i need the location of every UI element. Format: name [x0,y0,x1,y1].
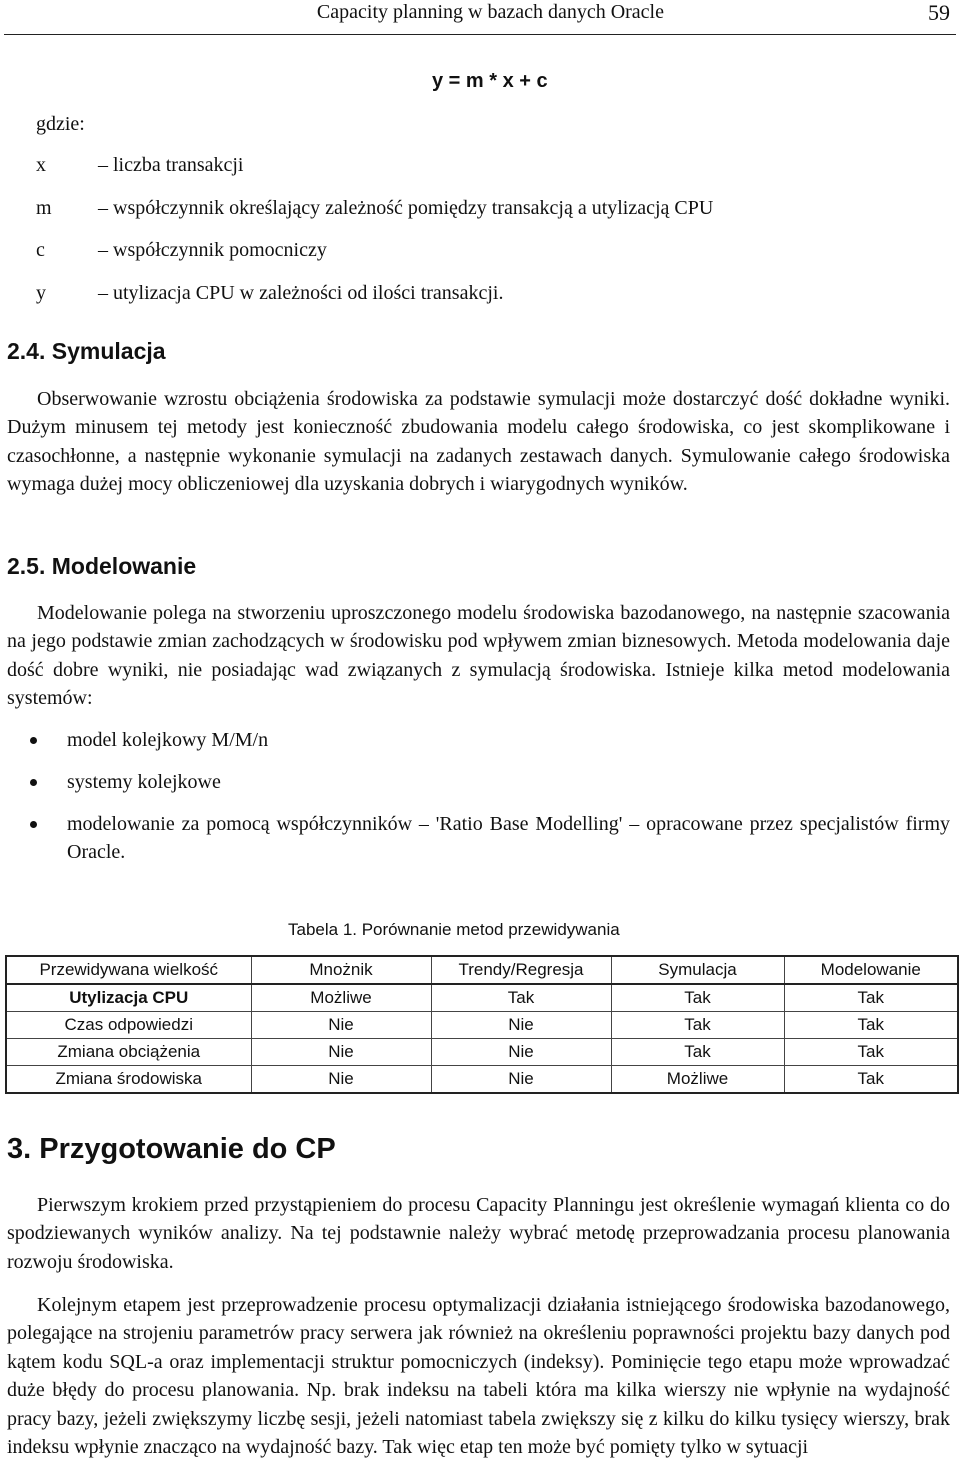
list-item-text: systemy kolejkowe [67,771,221,793]
table-row [6,1012,958,1039]
section-heading-simulation: 2.4. Symulacja [7,338,166,364]
definition-item [36,239,936,282]
definition-variable: y [36,281,46,304]
definition-item [36,154,936,197]
table-cell: Nie [251,1039,431,1066]
list-item-text: model kolejkowy M/M/n [67,729,269,751]
table-cell: Tak [611,1039,784,1066]
table-cell: Nie [431,1039,611,1066]
table-cell: Czas odpowiedzi [6,1012,251,1039]
definition-text: – liczba transakcji [98,154,244,176]
list-item [30,768,950,810]
modeling-paragraph-text: Modelowanie polega na stworzeniu uproszczonego modelu środowiska bazodanowego, na następnie szacowania na jego podstawie zmian zachodzących w środowisku pod wpływem zmian biznesowych. Metoda modelowania daje dość dobre wyniki, nie posiadając wad związanych z symulacją środowiska. Istnieje kilka metod modelowania systemów: [7,602,950,710]
list-item-text: modelowanie za pomocą współczynników – 'Ratio Base Modelling' – opracowane przez specjalistów firmy Oracle. [67,813,950,864]
column-header: Symulacja [611,956,784,984]
where-label: gdzie: [36,113,85,135]
definition-variable: m [36,196,52,219]
cp-paragraph-2 [7,1291,950,1461]
list-item [30,810,950,867]
table-caption: Tabela 1. Porównanie metod przewidywania [288,920,620,939]
definition-list [36,154,936,324]
simulation-paragraph-text: Obserwowanie wzrostu obciążenia środowiska za podstawie symulacji może dostarczyć dość dokładne wyniki. Dużym minusem tej metody jest konieczność zbudowania modelu całego środowiska, co jest skomplikowane i czasochłonne, a następnie wykonanie symulacji na zadanych zestawach danych. Symulowanie całego środowiska wymaga dużej mocy obliczeniowej dla uzyskania dobrych i wiarygodnych wyników. [7,388,950,496]
table-cell: Tak [784,1012,958,1039]
definition-text: – współczynnik określający zależność pomiędzy transakcją a utylizacją CPU [98,196,714,219]
column-header: Przewidywana wielkość [6,956,251,984]
cp-paragraph-2-text: Kolejnym etapem jest przeprowadzenie procesu optymalizacji działania istniejącego środowiska bazodanowego, polegające na strojeniu parametrów pracy serwera jak również na określeniu poprawności projektu bazy danych pod kątem kodu SQL-a oraz implementacji struktur pomocniczych (indeksy). Pominięcie tego etapu może wprowadzać duże błędy do procesu planowania. Np. brak indeksu na tabeli która ma kilka wierszy nie wpłynie na wydajność pracy bazy, jeżeli zwiększymy liczbę sesji, jeżeli natomiast tabela zwiększy się z kilku do kilku tysięcy wierszy, brak indeksu wpłynie znacząco na wydajność bazy. Tak więc etap ten może być pomięty tylko w sytuacji [7,1294,950,1459]
table-row [6,1039,958,1066]
definition-item [36,197,936,240]
table-cell: Nie [431,1066,611,1094]
list-item [30,726,950,768]
comparison-table [5,955,959,1094]
bullet-icon [30,821,37,828]
column-header: Trendy/Regresja [431,956,611,984]
table-cell: Zmiana obciążenia [6,1039,251,1066]
definition-item [36,282,936,325]
table-cell: Tak [784,1039,958,1066]
table-cell: Możliwe [251,984,431,1012]
bullet-icon [30,737,37,744]
table-cell: Tak [784,984,958,1012]
table-cell: Tak [611,1012,784,1039]
section-heading-cp: 3. Przygotowanie do CP [7,1133,336,1165]
table-cell: Nie [431,1012,611,1039]
section-heading-modeling: 2.5. Modelowanie [7,553,197,579]
table-cell: Możliwe [611,1066,784,1094]
table-cell: Tak [611,984,784,1012]
running-title: Capacity planning w bazach danych Oracle [316,1,664,23]
table-cell: Utylizacja CPU [6,984,251,1012]
table-cell: Zmiana środowiska [6,1066,251,1094]
table-cell: Tak [431,984,611,1012]
bullet-icon [30,779,37,786]
modeling-paragraph [7,599,950,713]
modeling-methods-list [30,726,950,867]
simulation-paragraph [7,385,950,499]
header-divider [4,34,956,35]
cp-paragraph-1 [7,1191,950,1276]
formula: y = m * x + c [432,70,548,92]
table-row [6,1066,958,1094]
table-cell: Nie [251,1012,431,1039]
definition-text: – utylizacja CPU w zależności od ilości transakcji. [98,281,504,304]
cp-paragraph-1-text: Pierwszym krokiem przed przystąpieniem do procesu Capacity Planningu jest określenie wymagań klienta co do spodziewanych wyników analizy. Na tej podstawnie należy wybrać metodę przeprowadzania procesu planowania rozwoju środowiska. [7,1194,950,1273]
definition-variable: x [36,154,46,176]
column-header: Mnożnik [251,956,431,984]
column-header: Modelowanie [784,956,958,984]
definition-variable: c [36,239,45,261]
table-cell: Tak [784,1066,958,1094]
page-header [0,0,960,34]
table-header-row [6,956,958,984]
table-row [6,984,958,1012]
table-cell: Nie [251,1066,431,1094]
definition-text: – współczynnik pomocniczy [98,239,327,261]
page-number: 59 [928,0,950,25]
